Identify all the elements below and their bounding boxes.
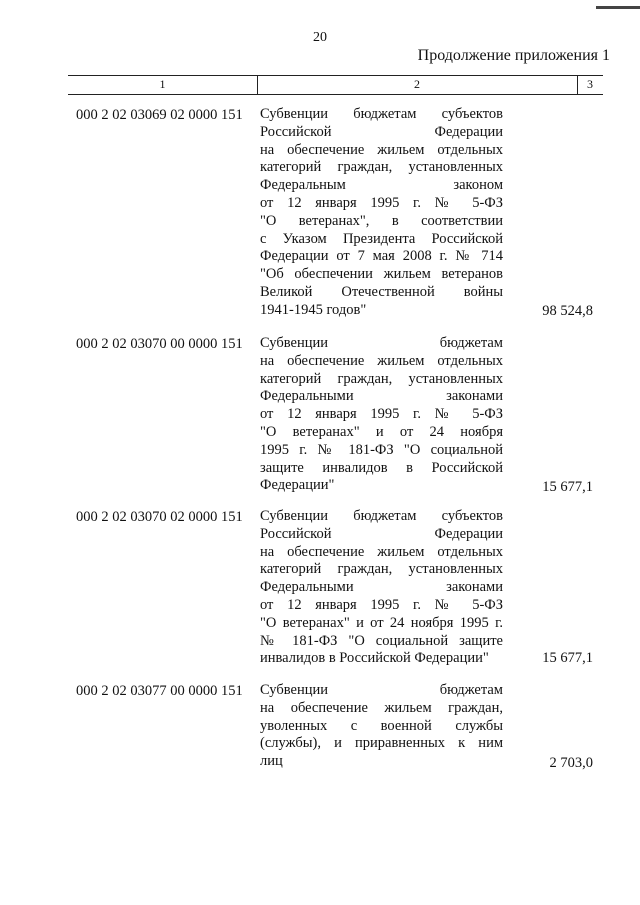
row-amount: 98 524,8 [542, 303, 593, 319]
row-description [260, 106, 503, 320]
description-line: с Указом Президента Российской [260, 230, 503, 247]
description-line: (службы), и приравненных к ним [260, 735, 503, 752]
description-line: лиц [260, 753, 283, 770]
description-line: от 12 января 1995 г. № 5-ФЗ [260, 596, 503, 613]
row-amount: 15 677,1 [542, 479, 593, 495]
budget-code: 000 2 02 03070 00 0000 151 [76, 336, 243, 352]
description-line: Российской Федерации [260, 525, 503, 542]
description-line: категорий граждан, установленных [260, 159, 503, 176]
description-line: на обеспечение жильем отдельных [260, 141, 503, 158]
description-line: Федеральными законами [260, 388, 503, 405]
description-line: Федерации" [260, 477, 335, 494]
column-header-2: 2 [257, 76, 578, 94]
description-line: Федеральным законом [260, 177, 503, 194]
description-line: на обеспечение жильем граждан, [260, 699, 503, 716]
description-line: защите инвалидов в Российской [260, 459, 503, 476]
description-line: категорий граждан, установленных [260, 561, 503, 578]
description-line: инвалидов в Российской Федерации" [260, 650, 489, 667]
description-line: № 181-ФЗ "О социальной защите [260, 632, 503, 649]
description-line: Субвенции бюджетам субъектов [260, 106, 503, 122]
appendix-continuation-note: Продолжение приложения 1 [417, 47, 610, 64]
budget-code: 000 2 02 03077 00 0000 151 [76, 683, 243, 699]
description-line: Федеральными законами [260, 579, 503, 596]
description-line: "Об обеспечении жильем ветеранов [260, 266, 503, 283]
description-line: категорий граждан, установленных [260, 370, 503, 387]
description-line: 1941-1945 годов" [260, 301, 367, 318]
description-line: Федерации от 7 мая 2008 г. № 714 [260, 248, 503, 265]
row-description [260, 508, 503, 668]
description-line: от 12 января 1995 г. № 5-ФЗ [260, 406, 503, 423]
column-header-1: 1 [68, 76, 258, 94]
budget-code: 000 2 02 03069 02 0000 151 [76, 107, 243, 123]
description-line: Субвенции бюджетам субъектов [260, 508, 503, 524]
description-line: "О ветеранах", в соответствии [260, 212, 503, 229]
description-line: на обеспечение жильем отдельных [260, 352, 503, 369]
description-line: на обеспечение жильем отдельных [260, 543, 503, 560]
description-line: Субвенции бюджетам [260, 682, 503, 698]
description-line: "О ветеранах" и от 24 ноября [260, 423, 503, 440]
column-header-3: 3 [587, 77, 593, 91]
description-line: Российской Федерации [260, 123, 503, 140]
description-line: "О ветеранах" и от 24 ноября 1995 г. [260, 614, 503, 631]
description-line: 1995 г. № 181-ФЗ "О социальной [260, 441, 503, 458]
row-description [260, 335, 503, 495]
table-column-header-row [68, 75, 603, 95]
description-line: от 12 января 1995 г. № 5-ФЗ [260, 194, 503, 211]
page-number: 20 [313, 30, 327, 45]
row-amount: 15 677,1 [542, 650, 593, 666]
budget-code: 000 2 02 03070 02 0000 151 [76, 509, 243, 525]
description-line: Субвенции бюджетам [260, 335, 503, 351]
description-line: Великой Отечественной войны [260, 283, 503, 300]
scan-corner-mark [596, 6, 640, 9]
row-description [260, 682, 503, 771]
description-line: уволенных с военной службы [260, 717, 503, 734]
row-amount: 2 703,0 [549, 755, 593, 771]
